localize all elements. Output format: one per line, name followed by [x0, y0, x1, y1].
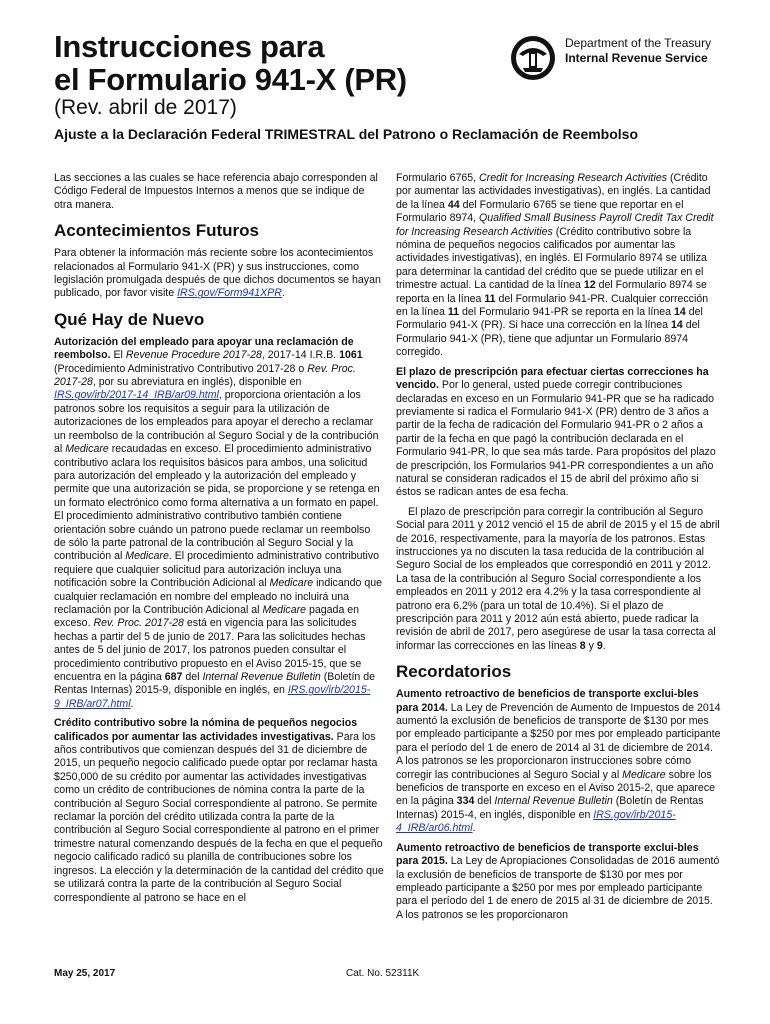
left-column: [54, 172, 384, 911]
paragraph-lead: Crédito contributivo sobre la nómina de pequeños negocios calificados por aumentar las actividades investigativas.: [54, 717, 358, 743]
italic-run: Medicare: [125, 550, 169, 563]
section-heading-future: Acontecimientos Futuros: [54, 221, 259, 241]
text-run: .: [602, 639, 606, 652]
bold-run: 11: [484, 292, 496, 305]
text-run: del Formulario 941-X (PR), tiene que adjuntar un Formulario 8974 corregido.: [396, 319, 700, 359]
paragraph-text: Por lo general, usted puede corregir contribuciones declaradas en exceso en un Formulario 941-PR que se ha radicado previamente si radica el Formulario 941-X (PR) dentro de 3 años a partir de la fecha de radicación del Formulario 941-PR o 2 años a partir de la fecha en que pagó la contribución declarada en el Formulario 941-PR, lo que sea más tarde. Para propósitos del plazo de prescripción, los Formularios 941-PR correspondientes a un año natural se consideran radicados el 15 de abril del próximo año si éstos se radican antes de esa fecha.: [396, 379, 716, 499]
document-header: [54, 30, 724, 140]
bold-run: 14: [670, 319, 683, 332]
right-column: [396, 172, 721, 928]
text-run: (Boletín de Rentas Internas) 2015-9, disponible en inglés, en: [54, 671, 376, 697]
revision-date: (Rev. abril de 2017): [54, 96, 237, 119]
text-run: , proporciona orientación a los patronos sobre los requisitos a seguir para la utilización de autorizaciones de los empleados para apoyar el derecho a reclamar un reembolso de la contribución al Seguro Social y de la contribución al: [54, 389, 379, 456]
irb-link-2015-4[interactable]: IRS.gov/irb/2015-4_IRB/ar06.html: [396, 808, 676, 835]
text-run: Formulario 6765,: [396, 172, 480, 184]
text-run: (Procedimiento Administrativo Contributivo 2017-28 o: [54, 362, 308, 375]
text-run: del: [474, 795, 495, 808]
italic-run: Revenue Procedure 2017-28: [125, 349, 262, 362]
italic-run: Internal Revenue Bulletin: [202, 671, 321, 683]
text-run: del Formulario 941-PR se reporta en la línea: [459, 306, 674, 319]
text-run: indicando que cualquier reclamación en nombre del empleado no incluirá una reclamación por la Contribución Adicional al: [54, 577, 383, 616]
paragraph-employee-consent: [54, 336, 384, 711]
text-run: El: [110, 349, 126, 362]
text-run: del Formulario 941-PR. Cualquier corrección en la línea: [396, 292, 709, 319]
text-run: . El procedimiento administrativo contributivo requiere que cualquier solicitud para autorización incluya una notificación sobre la Contribución Adicional al: [54, 550, 380, 590]
page-title: [54, 30, 407, 96]
text-run: recaudadas en exceso. El procedimiento administrativo contributivo aclara los requisitos básicos para ambos, una solicitud para autorización del empleado y la autorización del empleado y permite que una autorización se pida, se proporcione y se retenga en un formato electrónico como forma alternativa a un formato en papel. El procedimiento administrativo contributivo también contiene orientación sobre cuándo un patrono puede reclamar un reembolso de sólo la parte patronal de la contribución al Seguro Social y la contribución al: [54, 443, 380, 563]
text-run: del Formulario 6765 se tiene que reportar en el Formulario 8974,: [396, 198, 684, 225]
paragraph-payroll-credit: [54, 717, 384, 905]
text-run: , por su abreviatura en inglés), disponible en: [92, 376, 302, 389]
irs-eagle-seal-icon: [509, 34, 557, 82]
text-run: sobre los beneficios de transporte en exceso en el Aviso 2015-2, que aparece en la página: [396, 768, 716, 808]
text-run: La Ley de Prevención de Aumento de Impuestos de 2014 aumentó la exclusión de beneficios de transporte de $130 por mes por empleado participante a $250 por mes por empleado participante para el período del 1 de enero de 2014 al 31 de diciembre de 2014. A los patronos se les proporcionaron instrucciones sobre cómo corregir las contribuciones al Seguro Social y al: [396, 701, 721, 781]
italic-run: Credit for Increasing Research Activities: [479, 172, 668, 184]
paragraph-lead: Aumento retroactivo de beneficios de transporte exclui-bles para 2015.: [396, 841, 699, 868]
text-run: pagada en exceso.: [54, 603, 360, 630]
future-link[interactable]: IRS.gov/Form941XPR: [177, 287, 282, 300]
bold-run: 1061: [339, 349, 363, 362]
paragraph-form-6765: [396, 172, 721, 360]
text-run: está en vigencia para las solicitudes hechas a partir del 5 de junio de 2017. Para las solicitudes hechas antes de 5 del junio de 2017, los patronos pueden consultar el procedimiento contributivo propuesto en el Aviso 2015-15, que se encuentra en la página: [54, 617, 366, 683]
italic-run: Qualified Small Business Payroll Credit Tax Credit for Increasing Research Activities: [396, 212, 714, 238]
paragraph-statute-limitations: [396, 366, 721, 500]
bold-run: 334: [456, 795, 475, 808]
text-run: del Formulario 941-X (PR). Si hace una corrección en la línea: [396, 306, 703, 332]
document-subtitle: Ajuste a la Declaración Federal TRIMESTRAL del Patrono o Reclamación de Reembolso: [54, 126, 639, 142]
text-run: .: [130, 697, 134, 710]
text-run: y: [585, 639, 597, 652]
text-run: (Crédito por aumentar las actividades investigativas), en inglés. La cantidad de la línea: [396, 172, 711, 211]
department-text: [565, 36, 711, 66]
department-name: Department of the Treasury: [565, 36, 712, 50]
department-block: [509, 34, 724, 94]
section-heading-reminders: Recordatorios: [396, 662, 512, 682]
paragraph-lead: Autorización del empleado para apoyar una reclamación de reembolso.: [54, 335, 354, 362]
text-run: (Boletín de Rentas Internas) 2015-4, en inglés, disponible en: [396, 795, 704, 821]
bold-run: 44: [447, 198, 460, 211]
footer-catalog-number: Cat. No. 52311K: [346, 968, 420, 979]
paragraph-statute-2011-2012: [396, 506, 721, 653]
footer-date: May 25, 2017: [54, 968, 116, 979]
title-line-2: el Formulario 941-X (PR): [54, 62, 407, 97]
text-run: .: [472, 822, 476, 835]
bold-run: 14: [673, 306, 686, 319]
italic-run: Medicare: [269, 577, 314, 590]
paragraph-transport-2014: [396, 688, 721, 835]
future-paragraph: Para obtener la información más reciente sobre los acontecimientos relacionados al Formulario 941-X (PR) y sus instrucciones, como legislación promulgada después de que dichos documentos se hayan publicado, por favor visite IRS.gov/Form941XPR.: [54, 247, 381, 300]
title-line-1: Instrucciones para: [54, 29, 325, 64]
text-run: del Formulario 8974 se reporta en la línea: [396, 279, 707, 305]
paragraph-transport-2015: [396, 842, 721, 922]
bold-run: 9: [596, 639, 603, 652]
section-heading-new: Qué Hay de Nuevo: [54, 309, 205, 329]
future-text: Para obtener la información más reciente sobre los acontecimientos relacionados al Formulario 941-X (PR) y sus instrucciones, como legislación promulgada después de que dichos documentos se hayan publicado, por favor visite: [54, 247, 381, 300]
paragraph-lead: Aumento retroactivo de beneficios de transporte exclui-bles para 2014.: [396, 688, 699, 714]
italic-run: Medicare: [262, 603, 307, 616]
italic-run: Internal Revenue Bulletin: [494, 795, 613, 808]
irb-link-2015-9[interactable]: IRS.gov/irb/2015-9_IRB/ar07.html: [54, 684, 371, 710]
italic-run: Rev. Proc. 2017-28: [54, 362, 356, 389]
text-run: del: [182, 671, 203, 683]
bold-run: 687: [164, 671, 183, 683]
paragraph-text: La Ley de Apropiaciones Consolidadas de 2016 aumentó la exclusión de beneficios de transporte de $130 por mes por empleado participante a $250 por mes por empleado participante para el período del 1 de enero de 2015 al 31 de diciembre de 2015. A los patronos se les proporcionaron: [396, 855, 720, 921]
italic-run: Medicare: [65, 443, 109, 456]
bold-run: 11: [447, 306, 460, 319]
text-run: (Crédito contributivo sobre la nómina de pequeños negocios calificados por aumentar las actividades investigativas), en inglés. El Formulario 8974 se utiliza para determinar la cantidad del crédito que se puede utilizar en el trimestre actual. La cantidad de la línea: [396, 225, 707, 292]
irb-link-2017-14[interactable]: IRS.gov/irb/2017-14_IRB/ar09.html: [54, 389, 219, 402]
intro-paragraph: Las secciones a las cuales se hace referencia abajo corresponden al Código Federal de Impuestos Internos a menos que se indique de otra manera.: [54, 172, 378, 211]
bold-run: 8: [579, 639, 586, 652]
text-run: El plazo de prescripción para corregir la contribución al Seguro Social para 2011 y 2012 venció el 15 de abril de 2015 y el 15 de abril de 2016, respectivamente, para la mayoría de los patronos. Estas instrucciones ya no discuten la tasa reducida de la contribución al Seguro Social de los empleados que correspondió en 2011 y 2012. La tasa de la contribución al Seguro Social correspondiente a los empleados en 2011 y 2012 era 4.2% y la tasa correspondiente al patrono era 6.2% (para un total de 10.4%). Si el plazo de prescripción para 2011 y 2012 aún está abierto, puede radicar la revisión de abril de 2017, pero asegúrese de usar la tasa correcta al informar las correcciones en las líneas: [396, 505, 720, 652]
bold-run: 12: [583, 279, 596, 292]
agency-name: Internal Revenue Service: [565, 51, 708, 65]
paragraph-lead: El plazo de prescripción para efectuar ciertas correcciones ha vencido.: [396, 365, 709, 392]
italic-run: Medicare: [622, 768, 666, 781]
paragraph-text: Para los años contributivos que comienzan después del 31 de diciembre de 2015, un pequeño negocio calificado puede optar por reclamar hasta $250,000 de su crédito por aumentar las actividades investigativas como un crédito de contribuciones de nómina contra la parte de la contribución al Seguro Social correspondiente al patrono. Se permite reclamar la porción del crédito utilizada contra la parte de la contribución al Seguro Social correspondiente al patrono en el primer trimestre natural comenzando después de la fecha en que el pequeño negocio calificado radicó su planilla de contribuciones sobre los ingresos. La elección y la determinación de la cantidad del crédito que se utilizará contra la parte de la contribución al Seguro Social correspondiente al patrono se hace en el: [54, 730, 384, 904]
text-run: , 2017-14 I.R.B.: [261, 349, 340, 362]
italic-run: Rev. Proc. 2017-28: [93, 617, 184, 630]
